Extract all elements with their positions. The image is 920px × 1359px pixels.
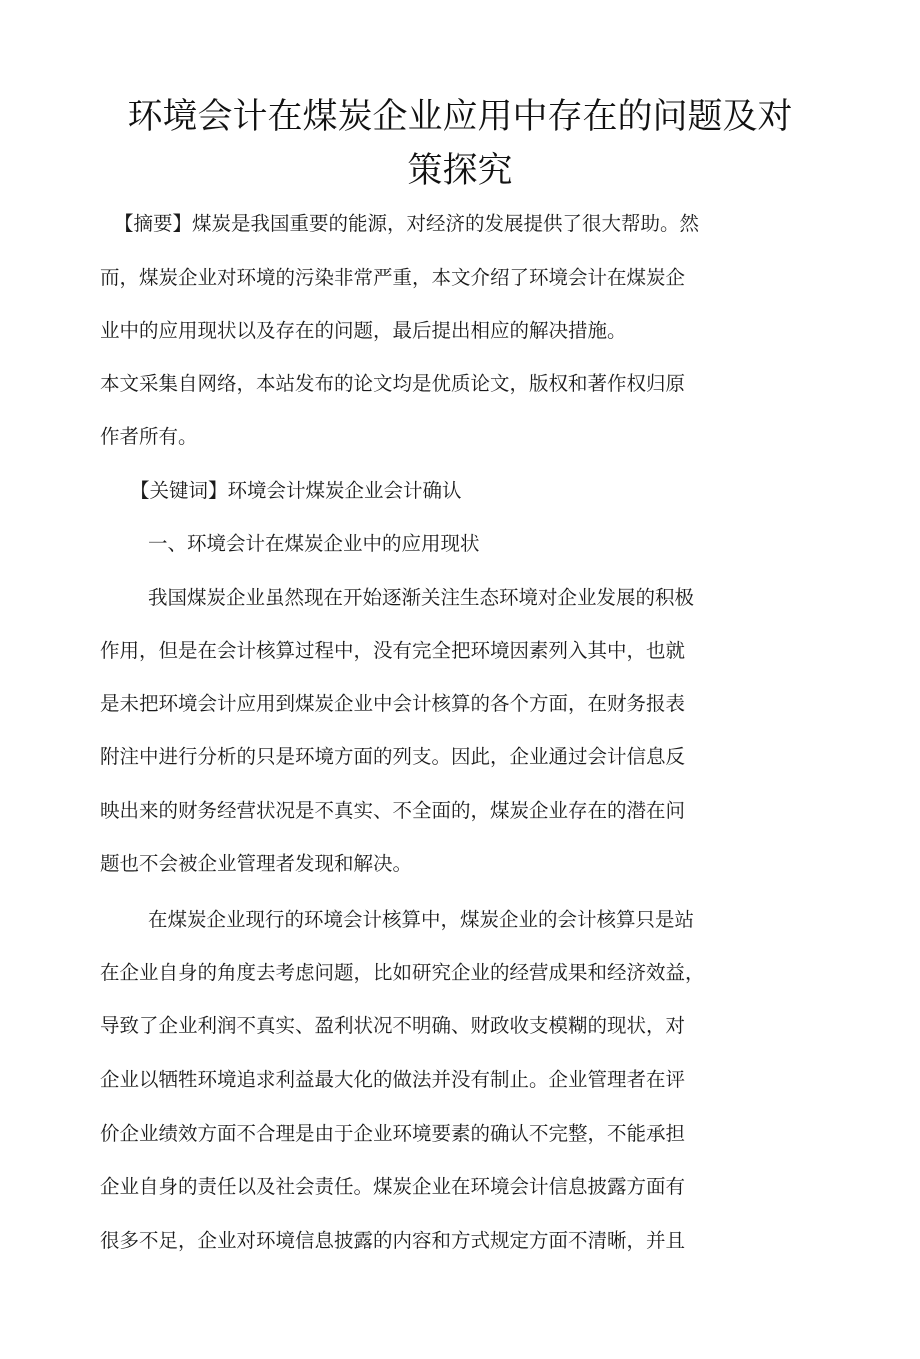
notice-line-2: 作者所有。 bbox=[100, 425, 198, 448]
paragraph1-line-4: 附注中进行分析的只是环境方面的列支。因此，企业通过会计信息反 bbox=[100, 745, 686, 768]
paragraph2-line-4: 企业以牺牲环境追求利益最大化的做法并没有制止。企业管理者在评 bbox=[100, 1068, 686, 1091]
paragraph2-line-2: 在企业自身的角度去考虑问题，比如研究企业的经营成果和经济效益， bbox=[100, 961, 705, 984]
notice-line-1: 本文采集自网络，本站发布的论文均是优质论文，版权和著作权归原 bbox=[100, 372, 686, 395]
paragraph1-line-1: 我国煤炭企业虽然现在开始逐渐关注生态环境对企业发展的积极 bbox=[148, 586, 695, 609]
paragraph2-line-5: 价企业绩效方面不合理是由于企业环境要素的确认不完整，不能承担 bbox=[100, 1122, 686, 1145]
paragraph2-line-6: 企业自身的责任以及社会责任。煤炭企业在环境会计信息披露方面有 bbox=[100, 1175, 686, 1198]
paragraph2-line-1: 在煤炭企业现行的环境会计核算中，煤炭企业的会计核算只是站 bbox=[148, 908, 695, 931]
keywords: 【关键词】环境会计煤炭企业会计确认 bbox=[130, 479, 462, 502]
abstract-line-1: 【摘要】煤炭是我国重要的能源，对经济的发展提供了很大帮助。然 bbox=[114, 212, 700, 235]
document-title bbox=[90, 90, 830, 198]
abstract-line-3: 业中的应用现状以及存在的问题，最后提出相应的解决措施。 bbox=[100, 319, 627, 342]
paragraph1-line-2: 作用，但是在会计核算过程中，没有完全把环境因素列入其中，也就 bbox=[100, 639, 686, 662]
paragraph2-line-7: 很多不足，企业对环境信息披露的内容和方式规定方面不清晰，并且 bbox=[100, 1229, 686, 1252]
paragraph1-line-5: 映出来的财务经营状况是不真实、不全面的，煤炭企业存在的潜在问 bbox=[100, 799, 686, 822]
paragraph2-line-3: 导致了企业利润不真实、盈利状况不明确、财政收支模糊的现状，对 bbox=[100, 1014, 686, 1037]
title-line-1: 环境会计在煤炭企业应用中存在的问题及对 bbox=[127, 97, 793, 137]
section-heading: 一、环境会计在煤炭企业中的应用现状 bbox=[148, 532, 480, 555]
paragraph1-line-6: 题也不会被企业管理者发现和解决。 bbox=[100, 852, 413, 875]
abstract-line-2: 而，煤炭企业对环境的污染非常严重，本文介绍了环境会计在煤炭企 bbox=[100, 266, 686, 289]
title-line-2: 策探究 bbox=[407, 151, 513, 191]
paragraph1-line-3: 是未把环境会计应用到煤炭企业中会计核算的各个方面，在财务报表 bbox=[100, 692, 686, 715]
